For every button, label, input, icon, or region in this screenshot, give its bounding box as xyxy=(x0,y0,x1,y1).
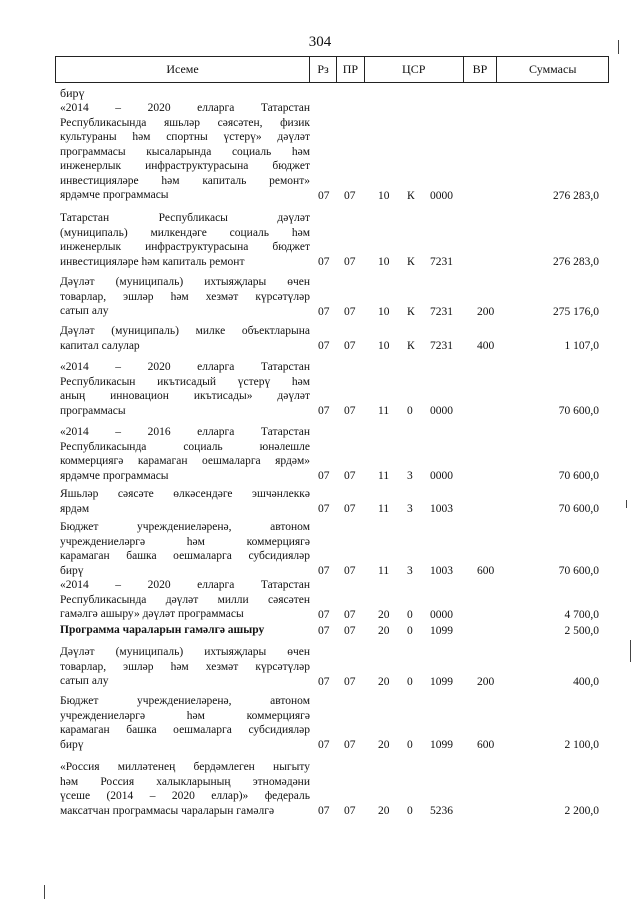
cell-csr-program: 11 xyxy=(378,470,390,482)
description-line: бирү xyxy=(60,564,84,577)
cell-rz: 07 xyxy=(318,470,330,482)
cell-csr-subprogram: 3 xyxy=(407,470,413,482)
description-line: ярдәмче программасы xyxy=(60,189,169,201)
cell-csr-direction: 1099 xyxy=(430,739,453,751)
cell-pr: 07 xyxy=(344,739,356,751)
table-row xyxy=(60,425,605,483)
table-row xyxy=(60,101,605,203)
cell-csr-program: 20 xyxy=(378,675,390,688)
cell-sum: 276 283,0 xyxy=(553,189,599,202)
table-row xyxy=(60,275,605,319)
cell-rz: 07 xyxy=(318,608,330,621)
cell-pr: 07 xyxy=(344,565,356,577)
cell-pr: 07 xyxy=(344,470,356,482)
description-line: Бюджет учреждениеләренә, автоном xyxy=(60,521,310,533)
cell-pr: 07 xyxy=(344,503,356,515)
table-row xyxy=(60,623,605,638)
cell-sum: 276 283,0 xyxy=(553,256,599,268)
cell-rz: 07 xyxy=(318,189,330,202)
cell-rz: 07 xyxy=(318,503,330,515)
description-line: Республикасында социаль юнәлешле xyxy=(60,440,310,453)
description-line: карамаган башка оешмаларга субсидияләр xyxy=(60,724,310,736)
cell-csr-subprogram: 0 xyxy=(407,675,413,688)
table-row xyxy=(60,324,605,353)
cell-csr-direction: 5236 xyxy=(430,805,453,817)
cell-csr-program: 11 xyxy=(378,503,390,515)
description-line: Дәүләт (муниципаль) ихтыяҗлары өчен xyxy=(60,646,310,658)
description-line: Республикасында яшьләр сәясәтен, физик xyxy=(60,116,310,129)
description-line: коммерциягә карамаган оешмаларга ярдәм» xyxy=(60,455,310,467)
description-line: культураны һәм спортны үстерү» дәүләт xyxy=(60,131,310,143)
row-description xyxy=(60,211,310,269)
header-rz: Рз xyxy=(310,57,337,82)
cell-vr: 600 xyxy=(477,739,495,751)
cell-sum: 2 100,0 xyxy=(564,739,599,751)
description-line: карамаган башка оешмаларга субсидияләр xyxy=(60,550,310,562)
cell-rz: 07 xyxy=(318,805,330,817)
row-description xyxy=(60,760,310,818)
description-line: товарлар, эшләр һәм хезмәт күрсәтүләр xyxy=(60,290,310,303)
description-line: «Россия милләтенең бердәмлеген ныгыту xyxy=(60,761,310,773)
description-line: товарлар, эшләр һәм хезмәт күрсәтүләр xyxy=(60,660,310,673)
cell-csr-subprogram: 3 xyxy=(407,503,413,515)
scan-mark xyxy=(44,885,45,899)
description-line: ярдәм xyxy=(60,502,90,515)
row-description xyxy=(60,101,310,203)
description-line: учреждениеләргә һәм коммерциягә xyxy=(60,709,310,722)
row-description xyxy=(60,578,310,622)
description-line: инвестицияләре һәм капиталь ремонт» xyxy=(60,174,310,187)
description-line: капитал салулар xyxy=(60,339,140,352)
description-line: Республикасын икътисадый үстерү һәм xyxy=(60,375,310,388)
table-row xyxy=(60,211,605,269)
cell-csr-program: 11 xyxy=(378,565,390,577)
cell-sum: 70 600,0 xyxy=(558,470,599,482)
continued-text: бирү xyxy=(60,86,85,100)
description-line: Дәүләт (муниципаль) милке объектларына xyxy=(60,325,310,337)
cell-sum: 70 600,0 xyxy=(558,405,599,417)
cell-sum: 2 500,0 xyxy=(564,624,599,637)
description-line: сатып алу xyxy=(60,675,109,687)
row-description xyxy=(60,520,310,578)
description-line: гамәлгә ашыру» дәүләт программасы xyxy=(60,608,244,620)
cell-rz: 07 xyxy=(318,739,330,751)
description-line: учреждениеләргә һәм коммерциягә xyxy=(60,535,310,548)
cell-csr-subprogram: К xyxy=(407,189,415,202)
cell-csr-direction: 1099 xyxy=(430,675,453,688)
description-line: Бюджет учреждениеләренә, автоном xyxy=(60,695,310,707)
cell-csr-program: 10 xyxy=(378,305,390,318)
cell-csr-direction: 1003 xyxy=(430,503,453,515)
description-line: сатып алу xyxy=(60,305,109,317)
description-line: аның инновацион икътисады» дәүләт xyxy=(60,390,310,402)
cell-csr-direction: 1099 xyxy=(430,624,453,637)
cell-csr-subprogram: 0 xyxy=(407,805,413,817)
description-line: Яшьләр сәясәте өлкәсендәге эшчәнлеккә xyxy=(60,488,310,500)
description-line: программасы xyxy=(60,404,126,417)
cell-csr-subprogram: К xyxy=(407,340,415,352)
cell-sum: 400,0 xyxy=(573,675,599,688)
cell-rz: 07 xyxy=(318,624,330,637)
description-line: Татарстан Республикасы дәүләт xyxy=(60,212,310,224)
cell-vr: 200 xyxy=(477,305,495,318)
table-row xyxy=(60,578,605,622)
row-description xyxy=(60,694,310,752)
description-line: Республикасында дәүләт милли сәясәтен xyxy=(60,593,310,606)
description-line: бирү xyxy=(60,738,84,751)
description-line: «2014 – 2020 елларга Татарстан xyxy=(60,579,310,591)
cell-sum: 4 700,0 xyxy=(564,608,599,621)
row-description xyxy=(60,623,310,638)
description-line: инженерлык инфраструктурасына бюджет xyxy=(60,241,310,253)
cell-csr-direction: 1003 xyxy=(430,565,453,577)
cell-sum: 70 600,0 xyxy=(558,503,599,515)
cell-rz: 07 xyxy=(318,675,330,688)
cell-rz: 07 xyxy=(318,565,330,577)
description-line: программасы кысаларында социаль һәм xyxy=(60,145,310,158)
description-line: (муниципаль) милкендәге социаль һәм xyxy=(60,226,310,239)
scan-mark xyxy=(618,40,619,54)
cell-sum: 1 107,0 xyxy=(564,340,599,352)
cell-vr: 200 xyxy=(477,675,495,688)
cell-csr-direction: 0000 xyxy=(430,189,453,202)
row-description xyxy=(60,360,310,418)
cell-sum: 275 176,0 xyxy=(553,305,599,318)
cell-csr-program: 10 xyxy=(378,256,390,268)
cell-csr-subprogram: 0 xyxy=(407,405,413,417)
cell-pr: 07 xyxy=(344,405,356,417)
row-description xyxy=(60,275,310,319)
header-name: Исеме xyxy=(56,57,310,82)
description-line: «2014 – 2020 елларга Татарстан xyxy=(60,102,310,114)
cell-csr-program: 20 xyxy=(378,624,390,637)
cell-pr: 07 xyxy=(344,189,356,202)
header-vr: ВР xyxy=(464,57,498,82)
cell-pr: 07 xyxy=(344,305,356,318)
header-csr: ЦСР xyxy=(365,57,464,82)
row-description xyxy=(60,645,310,689)
table-row xyxy=(60,520,605,578)
cell-csr-program: 10 xyxy=(378,340,390,352)
cell-rz: 07 xyxy=(318,340,330,352)
cell-csr-subprogram: К xyxy=(407,256,415,268)
cell-csr-direction: 7231 xyxy=(430,305,453,318)
table-row xyxy=(60,360,605,418)
cell-pr: 07 xyxy=(344,675,356,688)
cell-csr-program: 11 xyxy=(378,405,390,417)
cell-rz: 07 xyxy=(318,256,330,268)
cell-rz: 07 xyxy=(318,405,330,417)
scan-mark xyxy=(626,500,627,508)
cell-csr-subprogram: 0 xyxy=(407,608,413,621)
description-line: «2014 – 2016 елларга Татарстан xyxy=(60,426,310,438)
cell-pr: 07 xyxy=(344,256,356,268)
row-description xyxy=(60,425,310,483)
cell-pr: 07 xyxy=(344,340,356,352)
cell-csr-program: 20 xyxy=(378,805,390,817)
cell-csr-program: 20 xyxy=(378,739,390,751)
row-description xyxy=(60,487,310,516)
cell-csr-subprogram: 3 xyxy=(407,565,413,577)
table-row xyxy=(60,760,605,818)
cell-rz: 07 xyxy=(318,305,330,318)
description-line: һәм Россия халыкларының этномәдәни xyxy=(60,775,310,788)
table-row xyxy=(60,694,605,752)
header-pr: ПР xyxy=(337,57,365,82)
cell-csr-direction: 0000 xyxy=(430,470,453,482)
row-description xyxy=(60,324,310,353)
description-line: үсеше (2014 – 2020 еллар)» федераль xyxy=(60,790,310,802)
description-line: максатчан программасы чараларын гамәлгә xyxy=(60,804,275,817)
cell-pr: 07 xyxy=(344,624,356,637)
header-sum: Суммасы xyxy=(529,62,577,76)
cell-pr: 07 xyxy=(344,608,356,621)
cell-csr-direction: 0000 xyxy=(430,608,453,621)
table-row xyxy=(60,487,605,516)
description-line: Программа чараларын гамәлгә ашыру xyxy=(60,624,265,636)
cell-csr-direction: 7231 xyxy=(430,340,453,352)
table-row xyxy=(60,645,605,689)
cell-sum: 70 600,0 xyxy=(558,565,599,577)
page-number: 304 xyxy=(308,34,332,50)
description-line: Дәүләт (муниципаль) ихтыяҗлары өчен xyxy=(60,276,310,288)
cell-vr: 400 xyxy=(477,340,495,352)
cell-csr-direction: 0000 xyxy=(430,405,453,417)
cell-csr-subprogram: К xyxy=(407,305,415,318)
cell-pr: 07 xyxy=(344,805,356,817)
table-header xyxy=(55,56,609,83)
cell-csr-program: 10 xyxy=(378,189,390,202)
cell-csr-program: 20 xyxy=(378,608,390,621)
cell-csr-subprogram: 0 xyxy=(407,739,413,751)
description-line: ярдәмче программасы xyxy=(60,469,169,482)
description-line: инвестицияләре һәм капиталь ремонт xyxy=(60,255,245,268)
cell-csr-direction: 7231 xyxy=(430,256,453,268)
cell-csr-subprogram: 0 xyxy=(407,624,413,637)
description-line: инженерлык инфраструктурасына бюджет xyxy=(60,160,310,172)
cell-sum: 2 200,0 xyxy=(564,805,599,817)
cell-vr: 600 xyxy=(477,565,495,577)
description-line: «2014 – 2020 елларга Татарстан xyxy=(60,361,310,373)
scan-mark xyxy=(630,640,631,662)
